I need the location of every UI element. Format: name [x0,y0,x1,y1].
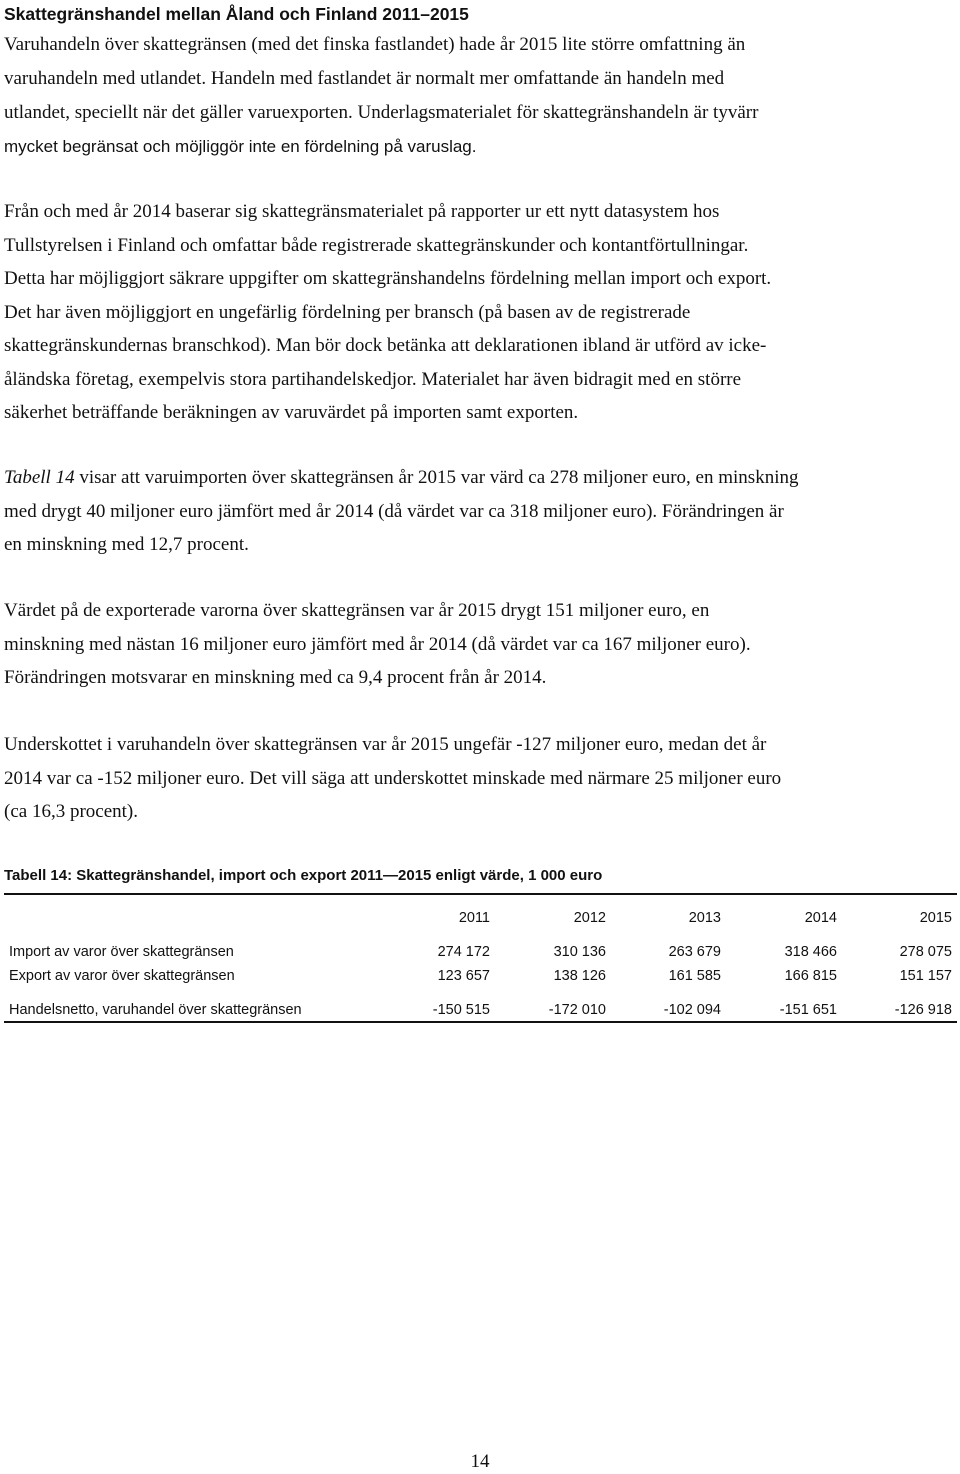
table-cell: -102 094 [663,1002,721,1018]
table-cell: 138 126 [553,968,606,984]
table-cell: 310 136 [553,944,606,960]
table-cell: 278 075 [899,944,952,960]
column-header: 2012 [573,910,606,926]
paragraph-text: visar att varuimporten över skattegränsen år 2015 var värd ca 278 miljoner euro, en minskning [74,467,799,488]
table-cell: -172 010 [548,1002,606,1018]
table-bottom-rule [4,1021,957,1023]
paragraph-line: (ca 16,3 procent). [4,801,138,822]
paragraph-line [4,461,956,495]
table-cell: 166 815 [784,968,837,984]
data-source-paragraph [4,195,956,430]
table-cell: 263 679 [668,944,721,960]
paragraph-line: Tullstyrelsen i Finland och omfattar både registrerade skattegränskunder och kontantförtullningar. [4,234,749,256]
paragraph-line: Från och med år 2014 baserar sig skattegränsmaterialet på rapporter ur ett nytt datasystem hos [4,201,720,222]
table-caption: Tabell 14: Skattegränshandel, import och export 2011—2015 enligt värde, 1 000 euro [4,867,603,884]
table-top-rule [4,893,957,895]
paragraph-line: Det har även möjliggjort en ungefärlig fördelning per bransch (på basen av de registrerade [4,301,691,323]
table-cell: -126 918 [894,1002,952,1018]
table-reference-link[interactable]: Tabell 14 [4,467,75,488]
table-cell: 318 466 [784,944,837,960]
paragraph-line: en minskning med 12,7 procent. [4,534,249,555]
export-paragraph [4,594,956,695]
table-cell: 161 585 [668,968,721,984]
paragraph-line: med drygt 40 miljoner euro jämfört med år 2014 (då värdet var ca 318 miljoner euro). Förändringen är [4,500,784,522]
paragraph-line: Underskottet i varuhandeln över skattegränsen var år 2015 ungefär -127 miljoner euro, medan det år [4,734,767,755]
paragraph-line: varuhandeln med utlandet. Handeln med fastlandet är normalt mer omfattande än handeln med [4,68,725,89]
intro-paragraph [4,28,956,164]
paragraph-line: Detta har möjliggjort säkrare uppgifter om skattegränshandelns fördelning mellan import och export. [4,268,772,289]
column-header: 2011 [458,910,490,926]
table-cell: -150 515 [432,1002,490,1018]
page-number: 14 [470,1451,490,1472]
table-cell: 123 657 [437,968,490,984]
import-paragraph [4,461,956,562]
paragraph-line: Förändringen motsvarar en minskning med ca 9,4 procent från år 2014. [4,667,547,688]
paragraph-line: åländska företag, exempelvis stora partihandelskedjor. Materialet har även bidragit med en större [4,368,742,390]
paragraph-line: mycket begränsat och möjliggör inte en fördelning på varuslag. [4,137,477,156]
table-cell: 274 172 [437,944,490,960]
row-label: Import av varor över skattegränsen [9,944,234,960]
deficit-paragraph [4,728,956,829]
table-cell: -151 651 [779,1002,837,1018]
row-label: Handelsnetto, varuhandel över skattegränsen [9,1002,302,1018]
column-header: 2014 [804,910,837,926]
paragraph-line: Varuhandeln över skattegränsen (med det finska fastlandet) hade år 2015 lite större omfattning än [4,34,746,55]
paragraph-line: utlandet, speciellt när det gäller varuexporten. Underlagsmaterialet för skattegränshandeln är tyvärr [4,102,759,123]
paragraph-line: skattegränskundernas branschkod). Man bör dock betänka att deklarationen ibland är utförd av icke- [4,335,767,356]
table-cell: 151 157 [899,968,952,984]
paragraph-line: 2014 var ca -152 miljoner euro. Det vill säga att underskottet minskade med närmare 25 miljoner euro [4,767,782,789]
paragraph-line: minskning med nästan 16 miljoner euro jämfört med år 2014 (då värdet var ca 167 miljoner euro). [4,633,751,655]
column-header: 2015 [919,910,952,926]
row-label: Export av varor över skattegränsen [9,968,235,984]
section-title: Skattegränshandel mellan Åland och Finland 2011–2015 [4,4,469,24]
column-header: 2013 [688,910,721,926]
paragraph-line: Värdet på de exporterade varorna över skattegränsen var år 2015 drygt 151 miljoner euro, en [4,600,710,621]
paragraph-line: säkerhet beträffande beräkningen av varuvärdet på importen samt exporten. [4,402,579,423]
